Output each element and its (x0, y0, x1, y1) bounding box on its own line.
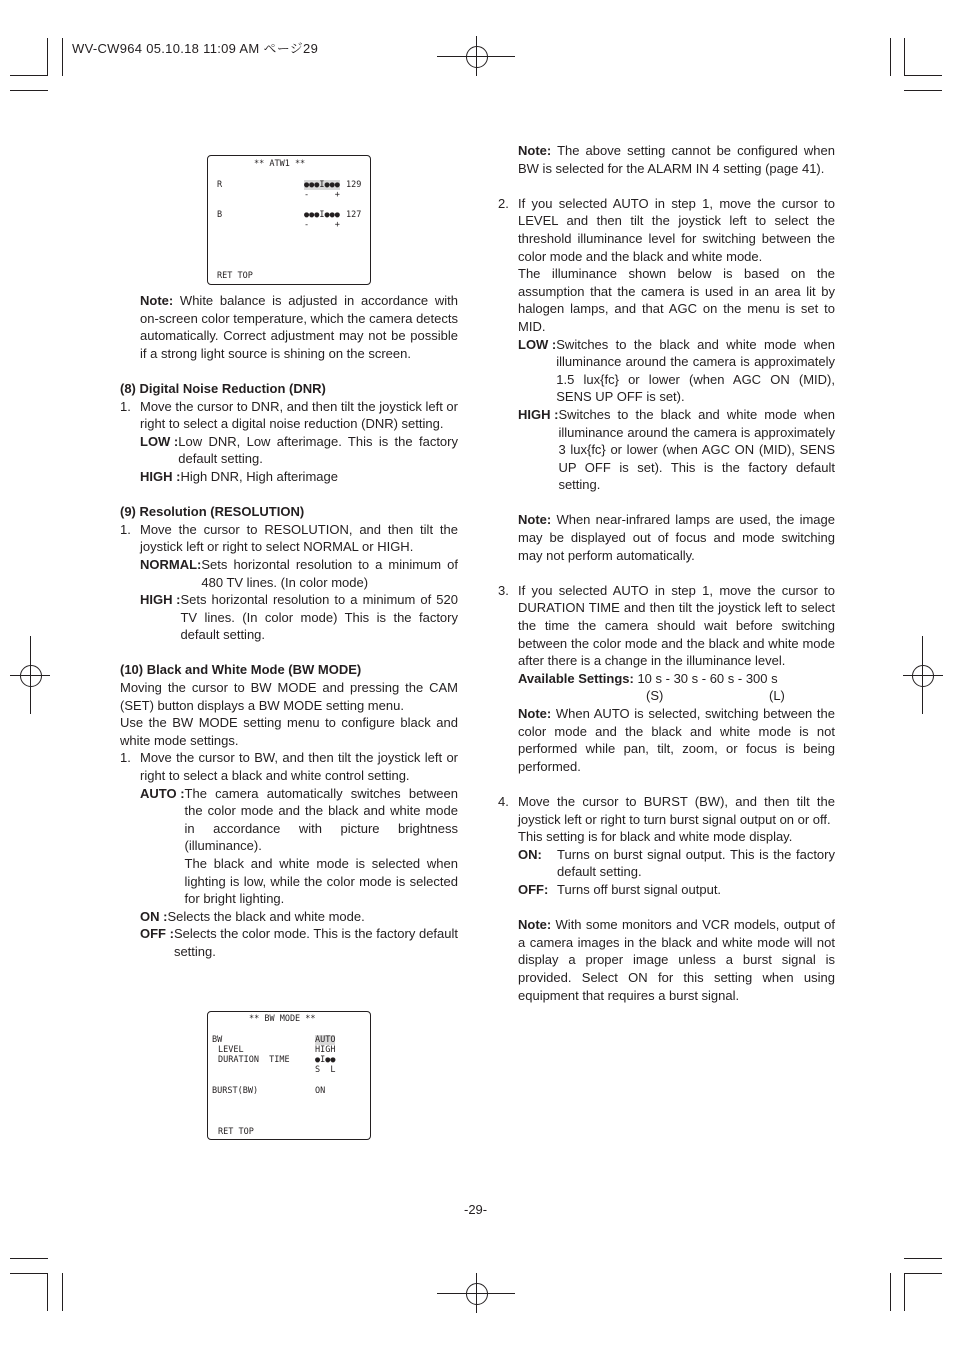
osd-b-label: B (217, 210, 223, 220)
osd-r-scale: - + (304, 190, 340, 200)
dnr-low: LOW : Low DNR, Low afterimage. This is the factory default setting. (140, 433, 458, 467)
bw-on: ON : Selects the black and white mode. (140, 908, 365, 924)
osd-bw-value: AUTO (315, 1035, 336, 1045)
section-dnr-heading: (8) Digital Noise Reduction (DNR) (120, 380, 326, 396)
available-settings: Available Settings: 10 s - 30 s - 60 s - 300 s (518, 670, 778, 686)
note-infrared: Note: When near-infrared lamps are used, the image may be displayed out of focus and mode switching may not perform automatically. (518, 512, 835, 563)
osd-duration-value: ●I●● (315, 1055, 336, 1065)
osd-r-label: R (217, 180, 223, 190)
res-step: 1. Move the cursor to RESOLUTION, and then tilt the joystick left or right to select NORMAL or HIGH. (120, 521, 458, 555)
level-high: HIGH : Switches to the black and white mode when illuminance around the camera is approximately 3 lux{fc} or lower (when AGC ON (MID), SENS UP OFF is set). This is the factory default setting. (518, 406, 835, 493)
osd-level-value: HIGH (315, 1045, 336, 1055)
osd-duration-scale: S L (315, 1065, 336, 1075)
available-settings-scale: (S) (L) (646, 688, 785, 704)
osd-bw-title: ** BW MODE ** (249, 1014, 316, 1024)
note-auto-switching: Note: When AUTO is selected, switching between the color mode and the black and white mode is not performed while pan, tilt, zoom, or focus is being performed. (518, 706, 835, 774)
osd-bw-mode-screen (207, 1011, 371, 1140)
osd-level-label: LEVEL (218, 1045, 244, 1055)
osd-atw-screen (207, 155, 371, 285)
right-column (498, 142, 835, 1004)
burst-off: OFF: Turns off burst signal output. (518, 881, 722, 897)
bw-off: OFF : Selects the color mode. This is the factory default setting. (140, 926, 458, 959)
dnr-high: HIGH : High DNR, High afterimage (140, 468, 338, 484)
left-column (120, 292, 458, 961)
bw-intro-2: Use the BW MODE setting menu to configure black and white mode settings. (120, 715, 458, 748)
note-alarm: Note: The above setting cannot be configured when BW is selected for the ALARM IN 4 setting (page 41). (518, 143, 835, 176)
step-3: 3. If you selected AUTO in step 1, move the cursor to DURATION TIME and then tilt the joystick left to select the time the camera should wait before switching between the color mode and the black and white mode after there is a change in the illuminance level. (498, 582, 835, 669)
osd-r-bar: ●●●I●●● (304, 180, 340, 190)
section-bw-heading: (10) Black and White Mode (BW MODE) (120, 662, 362, 678)
osd-duration-label: DURATION TIME (218, 1055, 290, 1065)
osd-b-scale: - + (304, 220, 340, 230)
osd-burst-value: ON (315, 1086, 326, 1096)
section-resolution-heading: (9) Resolution (RESOLUTION) (120, 504, 305, 520)
step-4: 4. Move the cursor to BURST (BW), and then tilt the joystick left or right to turn burst signal output on or off. This setting is for black and white mode display. (498, 793, 835, 845)
page-number: -29- (464, 1202, 488, 1217)
osd-title: ** ATW1 ** (254, 159, 306, 169)
step-2: 2. If you selected AUTO in step 1, move the cursor to LEVEL and then tilt the joystick left to select the threshold illuminance level for switching between the color mode and the black and white mode. The illuminance shown below is based on the assumption that the camera is used in an area lit by halogen lamps, and that AGC on the menu is set to MID. (498, 195, 835, 334)
bw-auto: AUTO : The camera automatically switches between the color mode and the black and white mode in accordance with picture brightness (illuminance). The black and white mode is selected when lighting is low, while the color mode is selected for bright lighting. (140, 785, 458, 907)
dnr-step: 1. Move the cursor to DNR, and then tilt the joystick left or right to select a digital noise reduction (DNR) setting. (120, 398, 458, 432)
osd-b-value: 127 (346, 210, 362, 220)
bw-intro-1: Moving the cursor to BW MODE and pressing the CAM (SET) button displays a BW MODE setting menu. (120, 680, 458, 713)
osd-bw-label: BW (212, 1035, 223, 1045)
osd-bw-footer: RET TOP (218, 1127, 254, 1137)
level-low: LOW : Switches to the black and white mode when illuminance around the camera is approximately 1.5 lux{fc} or lower (when AGC ON (MID), SENS UP OFF is set). (518, 336, 835, 405)
note-burst-signal: Note: With some monitors and VCR models, output of a camera images in the black and white mode will not display a proper image unless a burst signal is provided. Select ON for this setting when using equipment that requires a burst signal. (518, 917, 835, 1003)
res-normal: NORMAL: Sets horizontal resolution to a minimum of 480 TV lines. (In color mode) (140, 556, 458, 590)
print-header: WV-CW964 05.10.18 11:09 AM ページ29 (72, 41, 319, 56)
osd-b-bar: ●●●I●●● (304, 210, 340, 220)
bw-step: 1. Move the cursor to BW, and then tilt the joystick left or right to select a black and white control setting. (120, 750, 458, 784)
burst-on: ON: Turns on burst signal output. This is the factory default setting. (518, 846, 835, 880)
osd-burst-label: BURST(BW) (212, 1086, 259, 1096)
res-high: HIGH : Sets horizontal resolution to a minimum of 520 TV lines. (In color mode) This is the factory default setting. (140, 592, 458, 643)
note-white-balance: Note: White balance is adjusted in accordance with on-screen color temperature, which the camera detects automatically. Correct adjustment may not be possible if a strong light source is shining on the screen. (140, 293, 458, 361)
osd-r-value: 129 (346, 180, 362, 190)
osd-footer: RET TOP (217, 271, 253, 281)
